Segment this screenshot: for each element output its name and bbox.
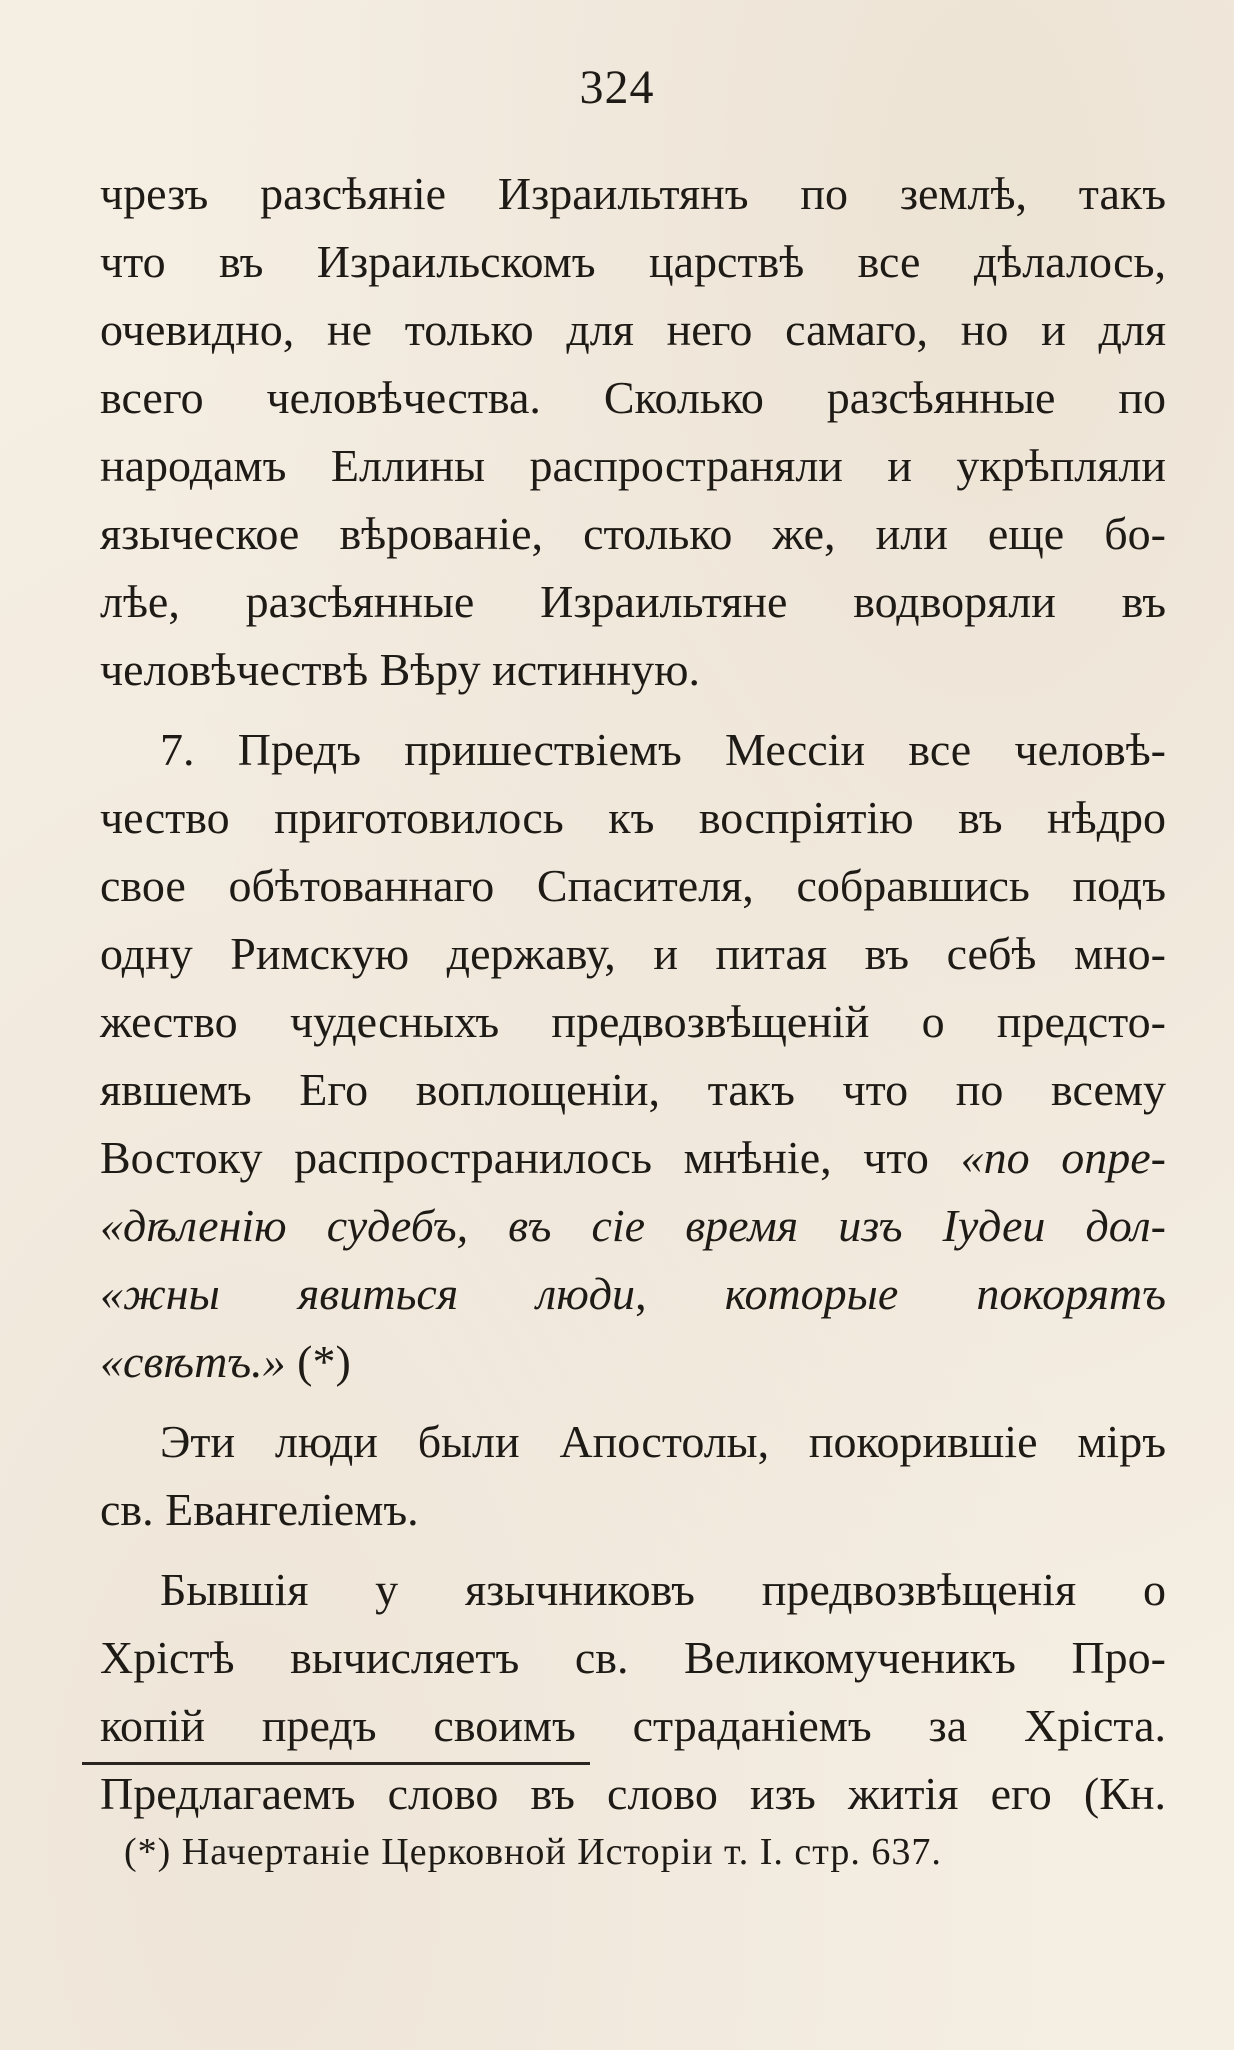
footnote-ref: (*)	[285, 1336, 351, 1387]
text-line: чрезъ разсѣяніе Израильтянъ по землѣ, такъ	[100, 168, 1166, 219]
paragraph-2	[100, 716, 1166, 1396]
text-line: человѣчествѣ Вѣру истинную.	[100, 644, 701, 695]
paragraph-gap	[100, 1544, 1166, 1556]
text-line: 7. Предъ пришествіемъ Мессіи все человѣ-	[160, 724, 1166, 775]
text-run: Востоку распространилось мнѣніе, что	[100, 1132, 961, 1183]
page-number: 324	[579, 61, 655, 114]
text-line: одну Римскую державу, и питая въ себѣ мно-	[100, 928, 1166, 979]
quote-run: которые покорятъ	[724, 1268, 1166, 1319]
text-line: всего человѣчества. Сколько разсѣянные по	[100, 372, 1166, 423]
text-line-mixed	[100, 1328, 1166, 1396]
text-line: Предлагаемъ слово въ слово изъ житія его (Кн.	[100, 1768, 1166, 1819]
quote-run: «по опре-	[960, 1132, 1166, 1183]
text-line: чество приготовилось къ воспріятію въ нѣдро	[100, 792, 1166, 843]
text-line: что въ Израильскомъ царствѣ все дѣлалось,	[100, 236, 1166, 287]
quote-run: «жны явиться люди	[100, 1268, 636, 1319]
main-text	[100, 160, 1166, 1828]
text-line: Бывшія у язычниковъ предвозвѣщенія о	[160, 1564, 1166, 1615]
text-line: лѣе, разсѣянные Израильтяне водворяли въ	[100, 576, 1166, 627]
text-line: копій предъ своимъ страданіемъ за Хріста.	[100, 1700, 1166, 1751]
text-line-mixed	[100, 1192, 1166, 1260]
text-line: языческое вѣрованіе, столько же, или еще бо-	[100, 508, 1166, 559]
quote-run: «дѣленію судебъ, въ сіе время изъ Іудеи дол-	[100, 1200, 1166, 1251]
paragraph-4	[100, 1556, 1166, 1828]
text-line-mixed	[100, 1260, 1166, 1328]
text-line: очевидно, не только для него самаго, но и для	[100, 304, 1166, 355]
text-line: народамъ Еллины распространяли и укрѣпляли	[100, 440, 1166, 491]
footnote: (*) Начертаніе Церковной Исторіи т. I. стр. 637.	[124, 1831, 942, 1873]
text-line: Эти люди были Апостолы, покорившіе міръ	[160, 1416, 1166, 1467]
text-line-mixed	[100, 1124, 1166, 1192]
paragraph-gap	[100, 1396, 1166, 1408]
paragraph-1	[100, 160, 1166, 704]
text-line: жество чудесныхъ предвозвѣщеній о предсто-	[100, 996, 1166, 1047]
footnote-divider	[82, 1762, 590, 1765]
text-run: ,	[635, 1268, 725, 1319]
text-line: Хрістѣ вычисляетъ св. Великомученикъ Про-	[100, 1632, 1166, 1683]
text-line: св. Евангеліемъ.	[100, 1484, 419, 1535]
text-line: свое обѣтованнаго Спасителя, собравшись подъ	[100, 860, 1166, 911]
paragraph-gap	[100, 704, 1166, 716]
quote-run: «свѣтъ.»	[100, 1336, 286, 1387]
text-line: явшемъ Его воплощеніи, такъ что по всему	[100, 1064, 1166, 1115]
paragraph-3	[100, 1408, 1166, 1544]
